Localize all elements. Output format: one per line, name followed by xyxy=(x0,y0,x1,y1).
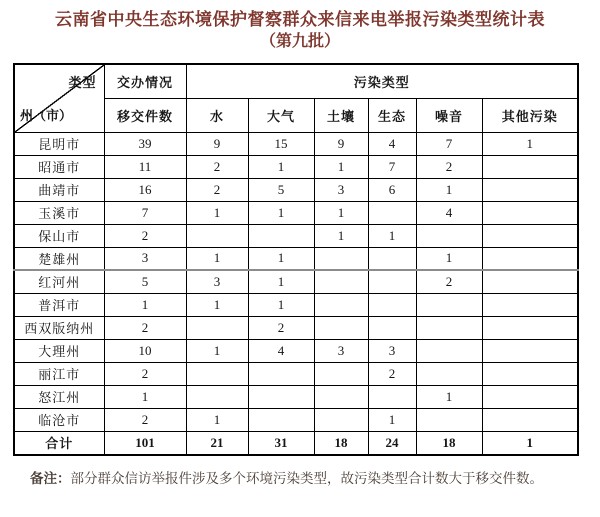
value-cell: 1 xyxy=(104,293,186,316)
region-cell: 大理州 xyxy=(14,339,104,362)
value-cell xyxy=(248,385,314,408)
value-cell xyxy=(482,362,578,385)
footnote-label: 备注： xyxy=(30,471,71,486)
region-cell: 怒江州 xyxy=(14,385,104,408)
subheader-soil: 土壤 xyxy=(314,98,368,132)
value-cell xyxy=(482,408,578,431)
page-title-line2: （第九批） xyxy=(259,33,340,50)
value-cell xyxy=(416,408,482,431)
value-cell xyxy=(482,155,578,178)
table-row xyxy=(14,408,578,431)
value-cell: 2 xyxy=(248,316,314,339)
corner-label-region: 州（市） xyxy=(20,107,73,123)
subheader-air: 大气 xyxy=(248,98,314,132)
region-cell: 玉溪市 xyxy=(14,201,104,224)
value-cell: 1 xyxy=(248,155,314,178)
value-cell: 2 xyxy=(186,155,248,178)
region-cell: 楚雄州 xyxy=(14,247,104,270)
value-cell: 7 xyxy=(104,201,186,224)
value-cell: 7 xyxy=(416,132,482,155)
value-cell xyxy=(482,201,578,224)
value-cell: 101 xyxy=(104,431,186,455)
value-cell xyxy=(368,316,416,339)
value-cell: 4 xyxy=(416,201,482,224)
value-cell: 31 xyxy=(248,431,314,455)
value-cell: 1 xyxy=(416,247,482,270)
value-cell: 2 xyxy=(104,224,186,247)
value-cell: 3 xyxy=(368,339,416,362)
region-cell: 保山市 xyxy=(14,224,104,247)
subheader-other: 其他污染 xyxy=(482,98,578,132)
value-cell xyxy=(248,362,314,385)
region-cell: 曲靖市 xyxy=(14,178,104,201)
value-cell xyxy=(186,224,248,247)
value-cell: 9 xyxy=(314,132,368,155)
value-cell: 10 xyxy=(104,339,186,362)
value-cell: 1 xyxy=(186,293,248,316)
table-row xyxy=(14,178,578,201)
value-cell: 1 xyxy=(248,293,314,316)
value-cell: 1 xyxy=(368,408,416,431)
value-cell xyxy=(248,408,314,431)
value-cell: 1 xyxy=(368,224,416,247)
value-cell xyxy=(186,316,248,339)
table-row xyxy=(14,293,578,316)
total-row xyxy=(14,431,578,455)
value-cell: 2 xyxy=(416,155,482,178)
table-row xyxy=(14,339,578,362)
value-cell: 1 xyxy=(416,178,482,201)
value-cell: 1 xyxy=(248,247,314,270)
group-header-pollution: 污染类型 xyxy=(186,64,578,98)
table-row xyxy=(14,316,578,339)
subheader-transferred: 移交件数 xyxy=(104,98,186,132)
value-cell: 1 xyxy=(314,201,368,224)
value-cell: 1 xyxy=(482,431,578,455)
value-cell xyxy=(314,293,368,316)
value-cell: 24 xyxy=(368,431,416,455)
value-cell: 1 xyxy=(248,270,314,293)
value-cell: 1 xyxy=(314,155,368,178)
value-cell: 5 xyxy=(248,178,314,201)
value-cell: 3 xyxy=(314,178,368,201)
statistics-table xyxy=(13,63,579,456)
value-cell xyxy=(314,270,368,293)
value-cell: 18 xyxy=(314,431,368,455)
page-title-line1: 云南省中央生态环境保护督察群众来信来电举报污染类型统计表 xyxy=(55,10,545,29)
value-cell xyxy=(482,178,578,201)
table-row xyxy=(14,155,578,178)
value-cell xyxy=(482,224,578,247)
value-cell: 1 xyxy=(248,201,314,224)
value-cell: 1 xyxy=(186,247,248,270)
value-cell: 9 xyxy=(186,132,248,155)
value-cell xyxy=(368,201,416,224)
subheader-ecology: 生态 xyxy=(368,98,416,132)
value-cell: 2 xyxy=(186,178,248,201)
value-cell: 1 xyxy=(186,408,248,431)
page-title xyxy=(0,9,600,52)
value-cell: 2 xyxy=(416,270,482,293)
value-cell xyxy=(186,362,248,385)
value-cell xyxy=(314,408,368,431)
value-cell: 21 xyxy=(186,431,248,455)
value-cell: 2 xyxy=(104,408,186,431)
value-cell: 4 xyxy=(368,132,416,155)
table-row xyxy=(14,247,578,270)
value-cell: 3 xyxy=(186,270,248,293)
value-cell xyxy=(416,316,482,339)
value-cell: 2 xyxy=(104,362,186,385)
value-cell xyxy=(314,385,368,408)
subheader-noise: 噪音 xyxy=(416,98,482,132)
value-cell xyxy=(186,385,248,408)
subheader-water: 水 xyxy=(186,98,248,132)
value-cell xyxy=(416,362,482,385)
value-cell: 1 xyxy=(416,385,482,408)
value-cell xyxy=(368,385,416,408)
table-row xyxy=(14,132,578,155)
value-cell: 5 xyxy=(104,270,186,293)
value-cell xyxy=(482,385,578,408)
corner-header-cell xyxy=(14,64,104,132)
region-cell: 西双版纳州 xyxy=(14,316,104,339)
value-cell: 1 xyxy=(104,385,186,408)
value-cell xyxy=(314,247,368,270)
value-cell: 1 xyxy=(186,339,248,362)
table-header xyxy=(14,64,578,132)
table-body xyxy=(14,132,578,455)
value-cell: 2 xyxy=(368,362,416,385)
value-cell: 18 xyxy=(416,431,482,455)
value-cell: 11 xyxy=(104,155,186,178)
region-cell: 临沧市 xyxy=(14,408,104,431)
value-cell xyxy=(368,270,416,293)
value-cell: 4 xyxy=(248,339,314,362)
value-cell xyxy=(368,247,416,270)
group-header-handling: 交办情况 xyxy=(104,64,186,98)
header-row-groups xyxy=(14,64,578,98)
value-cell: 1 xyxy=(186,201,248,224)
value-cell: 2 xyxy=(104,316,186,339)
region-cell: 合计 xyxy=(14,431,104,455)
region-cell: 普洱市 xyxy=(14,293,104,316)
region-cell: 昆明市 xyxy=(14,132,104,155)
region-cell: 红河州 xyxy=(14,270,104,293)
value-cell: 3 xyxy=(314,339,368,362)
value-cell: 1 xyxy=(314,224,368,247)
table-row xyxy=(14,270,578,293)
footnote xyxy=(30,468,572,490)
table-row xyxy=(14,224,578,247)
table-row xyxy=(14,362,578,385)
value-cell xyxy=(482,339,578,362)
corner-label-type: 类型 xyxy=(68,75,97,90)
value-cell xyxy=(482,247,578,270)
value-cell xyxy=(416,293,482,316)
value-cell xyxy=(314,362,368,385)
region-cell: 昭通市 xyxy=(14,155,104,178)
value-cell xyxy=(482,316,578,339)
value-cell xyxy=(482,293,578,316)
value-cell: 3 xyxy=(104,247,186,270)
value-cell xyxy=(314,316,368,339)
value-cell: 1 xyxy=(482,132,578,155)
value-cell: 15 xyxy=(248,132,314,155)
footnote-text: 部分群众信访举报件涉及多个环境污染类型，故污染类型合计数大于移交件数。 xyxy=(70,471,543,486)
value-cell: 6 xyxy=(368,178,416,201)
table-row xyxy=(14,385,578,408)
value-cell xyxy=(368,293,416,316)
value-cell xyxy=(416,224,482,247)
value-cell: 7 xyxy=(368,155,416,178)
value-cell: 39 xyxy=(104,132,186,155)
region-cell: 丽江市 xyxy=(14,362,104,385)
value-cell: 16 xyxy=(104,178,186,201)
value-cell xyxy=(416,339,482,362)
table-row xyxy=(14,201,578,224)
value-cell xyxy=(482,270,578,293)
value-cell xyxy=(248,224,314,247)
